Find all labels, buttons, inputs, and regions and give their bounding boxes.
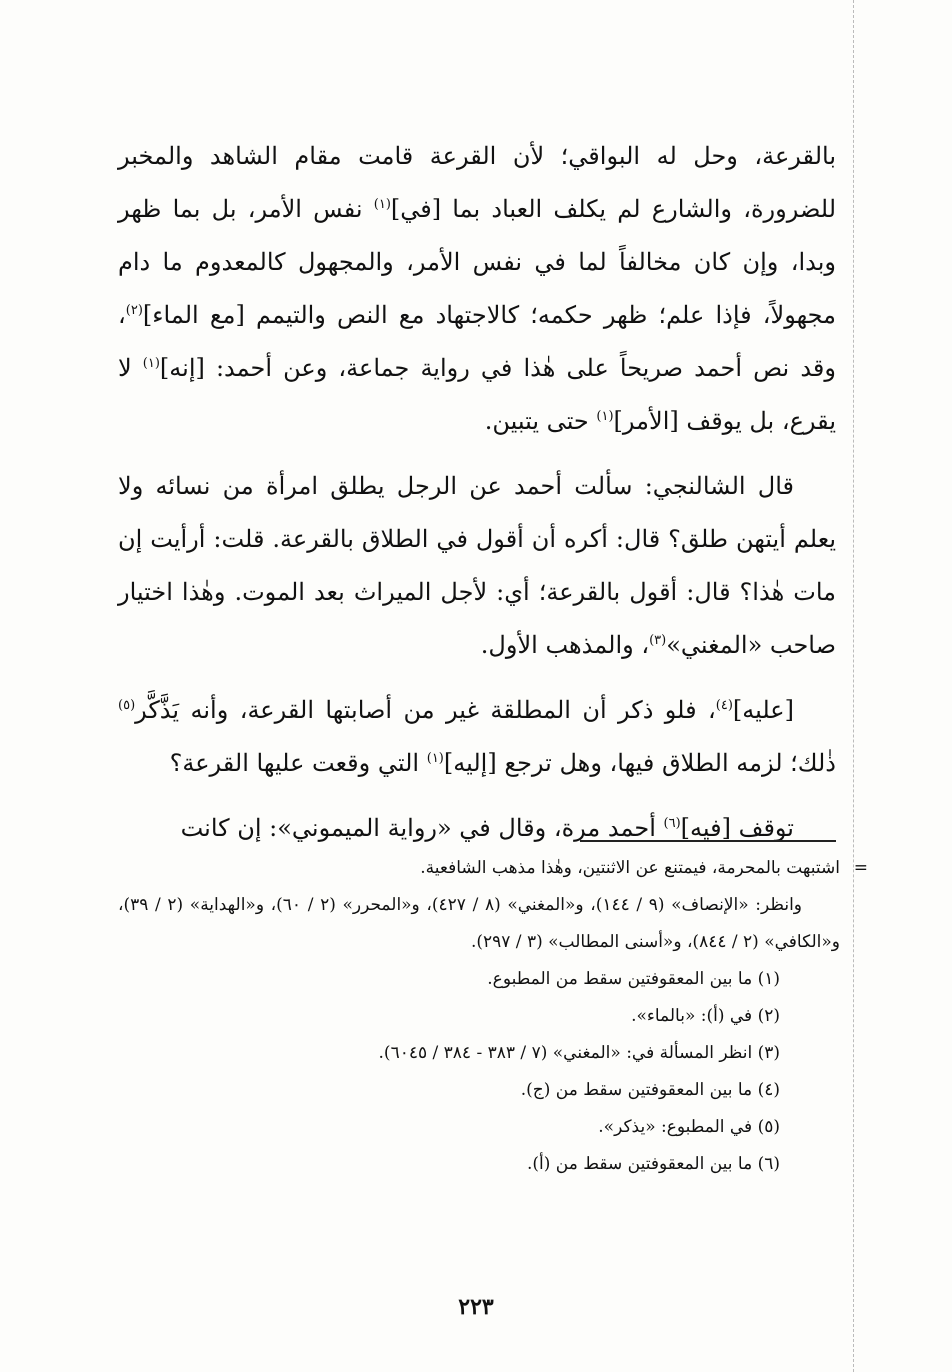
text-segment: أحمد مرة، وقال في «رواية الميموني»: إن كانت — [180, 814, 664, 842]
footnote-ref: (١) — [142, 356, 160, 371]
footnote-ref: (١) — [426, 751, 444, 766]
text-segment: قال الشالنجي: سألت أحمد عن الرجل يطلق امرأة من نسائه ولا يعلم أيتهن طلق؟ قال: أكره أن أقول في الطلاق بالقرعة. قلت: أرأيت إن مات هٰذا؟ قال: أقول بالقرعة؛ أي: لأجل الميراث بعد الموت. وهٰذا اختيار صاحب «المغني» — [118, 472, 836, 659]
text-segment: نفس الأمر، بل بما ظهر وبدا، وإن كان مخالفاً لما في نفس الأمر، والمجهول كالمعدوم ما دام مجهولاً، فإذا علم؛ ظهر حكمه؛ كالاجتهاد مع النص والتيمم [مع الماء] — [118, 195, 836, 329]
text-segment: ذٰلك؛ لزمه الطلاق فيها، وهل ترجع [إليه] — [443, 749, 836, 777]
paragraph — [118, 684, 836, 790]
text-segment: [عليه] — [732, 696, 794, 724]
text-segment: ، والمذهب الأول. — [480, 631, 650, 659]
footnote-ref: (٦) — [663, 816, 681, 831]
footnote-ref: (٢) — [125, 303, 143, 318]
text-segment: حتى يتبين. — [484, 407, 597, 435]
footnote-2: (٢) في (أ): «بالماء». — [631, 1006, 780, 1026]
footnote-separator — [580, 840, 836, 842]
footnote-sources: وانظر: «الإنصاف» (٩ / ١٤٤)، و«المغني» (٨ / ٤٢٧)، و«المحرر» (٢ / ٦٠)، و«الهداية» (٢ / ٣٩)، و«الكافي» (٢ / ٨٤٤)، و«أسنى المطالب» (٣ / ٢٩٧). — [118, 895, 840, 952]
text-segment: بالقرعة، وحل له البواقي؛ لأن القرعة قامت مقام الشاهد والمخبر للضرورة، والشارع لم يكلف العباد بما [في] — [118, 142, 837, 223]
page-edge-rule — [853, 0, 854, 1372]
footnote-continuation — [118, 850, 868, 887]
footnote-ref: (٤) — [715, 698, 733, 713]
text-segment: لا يقرع، بل يوقف [الأمر] — [118, 354, 836, 435]
paragraph — [118, 130, 836, 448]
footnote-1: (١) ما بين المعقوفتين سقط من المطبوع. — [487, 969, 780, 989]
page-number: ٢٢٣ — [458, 1294, 494, 1320]
paragraph — [118, 802, 836, 855]
footnote-ref: (١) — [373, 197, 391, 212]
footnote-ref: (٥) — [118, 698, 136, 713]
footnote-6: (٦) ما بين المعقوفتين سقط من (أ). — [527, 1154, 780, 1174]
footnote-continuation-text: اشتبهت بالمحرمة، فيمتنع عن الاثنتين، وهٰذا مذهب الشافعية. — [420, 858, 840, 878]
text-segment: ، فلو ذكر أن المطلقة غير من أصابتها القرعة، وأنه يَذَّكَّر — [135, 696, 716, 724]
text-segment: التي وقعت عليها القرعة؟ — [169, 749, 427, 777]
footnote-4: (٤) ما بين المعقوفتين سقط من (ج). — [520, 1080, 780, 1100]
text-segment: ، وقد نص أحمد صريحاً على هٰذا في رواية جماعة، وعن أحمد: [إنه] — [118, 301, 836, 382]
footnote-3: (٣) انظر المسألة في: «المغني» (٧ / ٣٨٣ - ٣٨٤ / ٦٠٤٥). — [378, 1043, 780, 1063]
continuation-mark: = — [853, 858, 868, 878]
text-segment: توقف [فيه] — [680, 814, 794, 842]
footnotes — [118, 850, 868, 1183]
paragraph — [118, 460, 836, 672]
footnote-ref: (٣) — [649, 633, 667, 648]
footnote-ref: (١) — [596, 409, 614, 424]
footnote-5: (٥) في المطبوع: «يذكر». — [598, 1117, 780, 1137]
main-text — [118, 130, 836, 867]
